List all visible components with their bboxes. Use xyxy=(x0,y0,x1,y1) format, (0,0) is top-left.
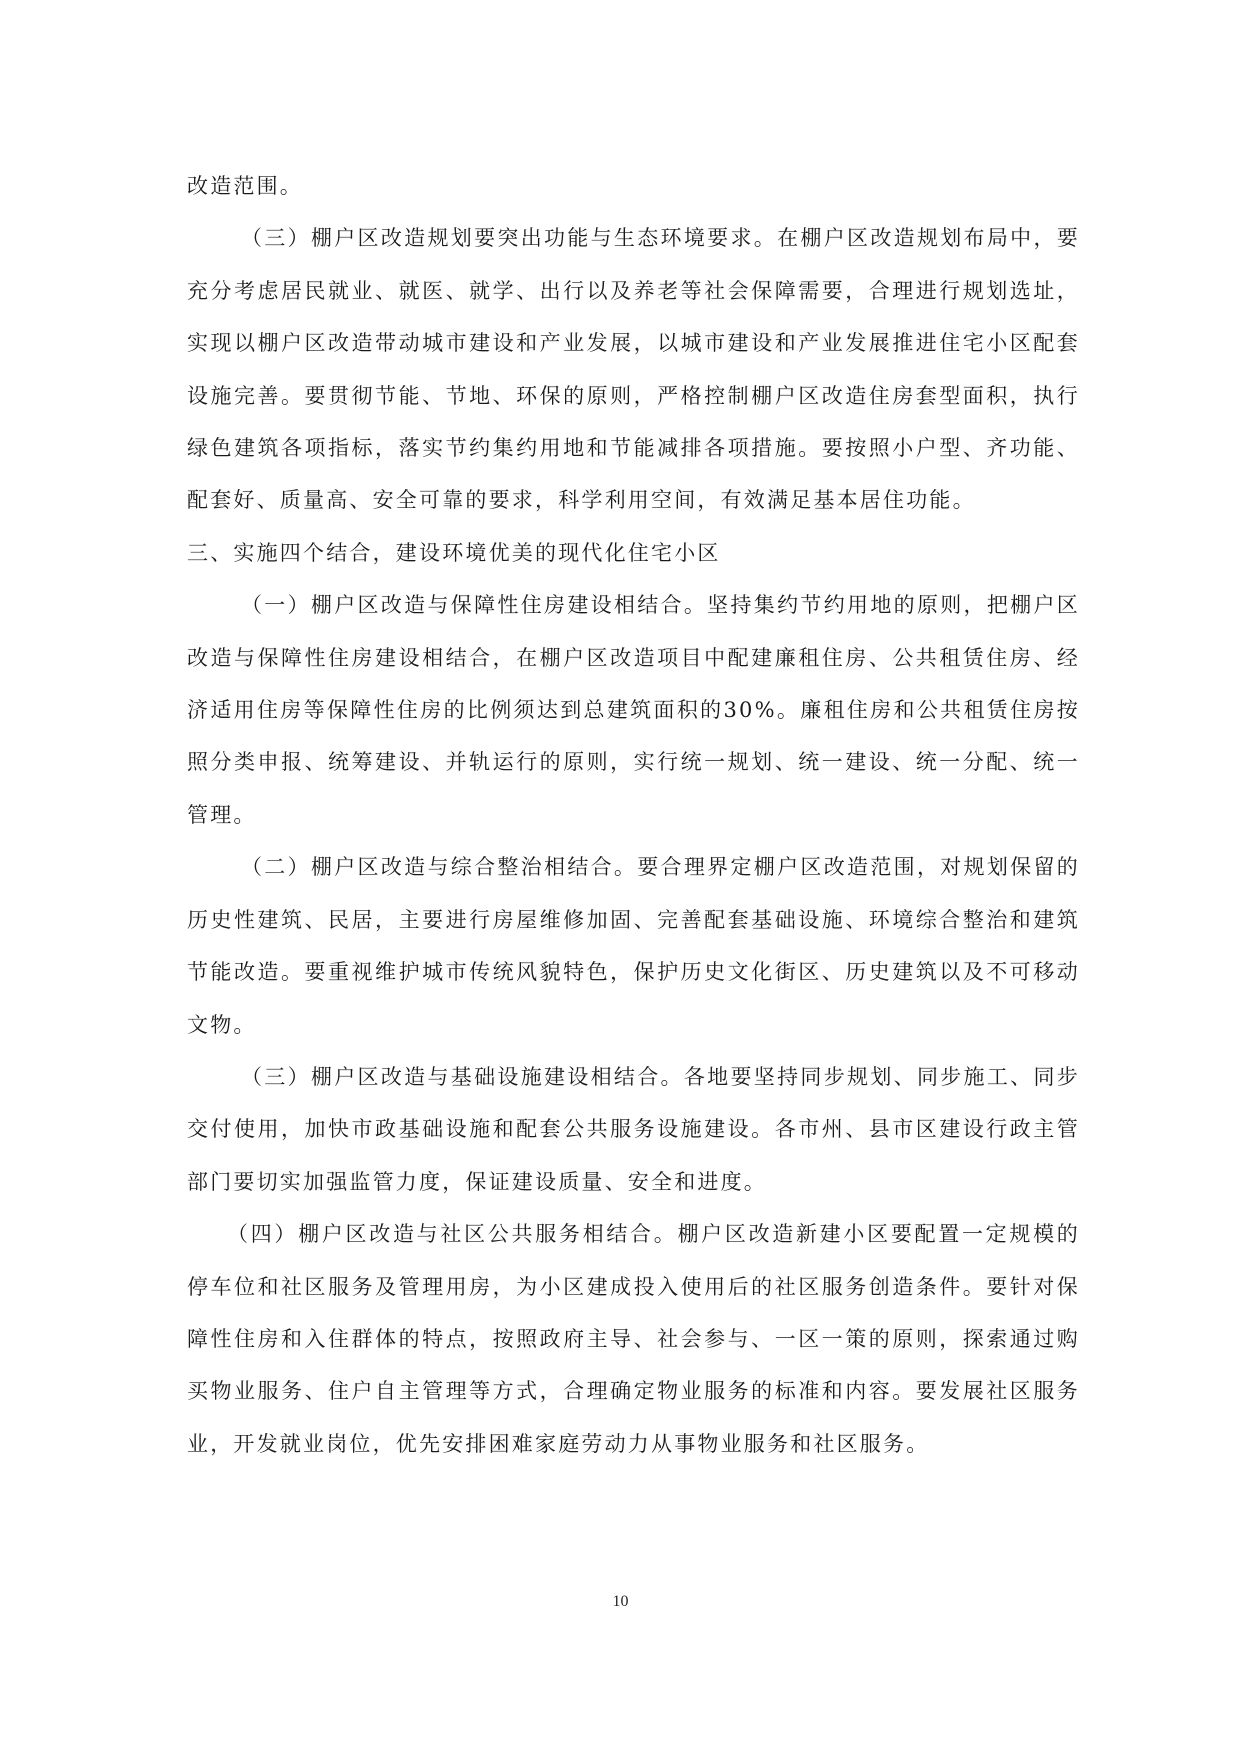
paragraph-affordable-housing: （一）棚户区改造与保障性住房建设相结合。坚持集约节约用地的原则，把棚户区改造与保障性住房建设相结合，在棚户区改造项目中配建廉租住房、公共租赁住房、经济适用住房等保障性住房的比例须达到总建筑面积的30%。廉租住房和公共租赁住房按照分类申报、统筹建设、并轨运行的原则，实行统一规划、统一建设、统一分配、统一管理。 xyxy=(187,593,1080,827)
paragraph-planning-requirements: （三）棚户区改造规划要突出功能与生态环境要求。在棚户区改造规划布局中，要充分考虑居民就业、就医、就学、出行以及养老等社会保障需要，合理进行规划选址，实现以棚户区改造带动城市建设和产业发展，以城市建设和产业发展推进住宅小区配套设施完善。要贯彻节能、节地、环保的原则，严格控制棚户区改造住房套型面积，执行绿色建筑各项指标，落实节约集约用地和节能减排各项措施。要按照小户型、齐功能、配套好、质量高、安全可靠的要求，科学利用空间，有效满足基本居住功能。 xyxy=(187,226,1080,513)
section-heading: 三、实施四个结合，建设环境优美的现代化住宅小区 xyxy=(187,540,721,565)
paragraph-community-services: （四）棚户区改造与社区公共服务相结合。棚户区改造新建小区要配置一定规模的停车位和社区服务及管理用房，为小区建成投入使用后的社区服务创造条件。要针对保障性住房和入住群体的特点，按照政府主导、社会参与、一区一策的原则，探索通过购买物业服务、住户自主管理等方式，合理确定物业服务的标准和内容。要发展社区服务业，开发就业岗位，优先安排困难家庭劳动力从事物业服务和社区服务。 xyxy=(187,1222,1080,1456)
paragraph-comprehensive-renovation: （二）棚户区改造与综合整治相结合。要合理界定棚户区改造范围，对规划保留的历史性建筑、民居，主要进行房屋维修加固、完善配套基础设施、环境综合整治和建筑节能改造。要重视维护城市传统风貌特色，保护历史文化街区、历史建筑以及不可移动文物。 xyxy=(187,855,1080,1037)
paragraph-continuation: 改造范围。 xyxy=(187,174,303,198)
document-body xyxy=(187,160,1080,1470)
page-number: 10 xyxy=(612,1593,629,1610)
paragraph-infrastructure: （三）棚户区改造与基础设施建设相结合。各地要坚持同步规划、同步施工、同步交付使用，加快市政基础设施和配套公共服务设施建设。各市州、县市区建设行政主管部门要切实加强监管力度，保证建设质量、安全和进度。 xyxy=(187,1064,1080,1194)
